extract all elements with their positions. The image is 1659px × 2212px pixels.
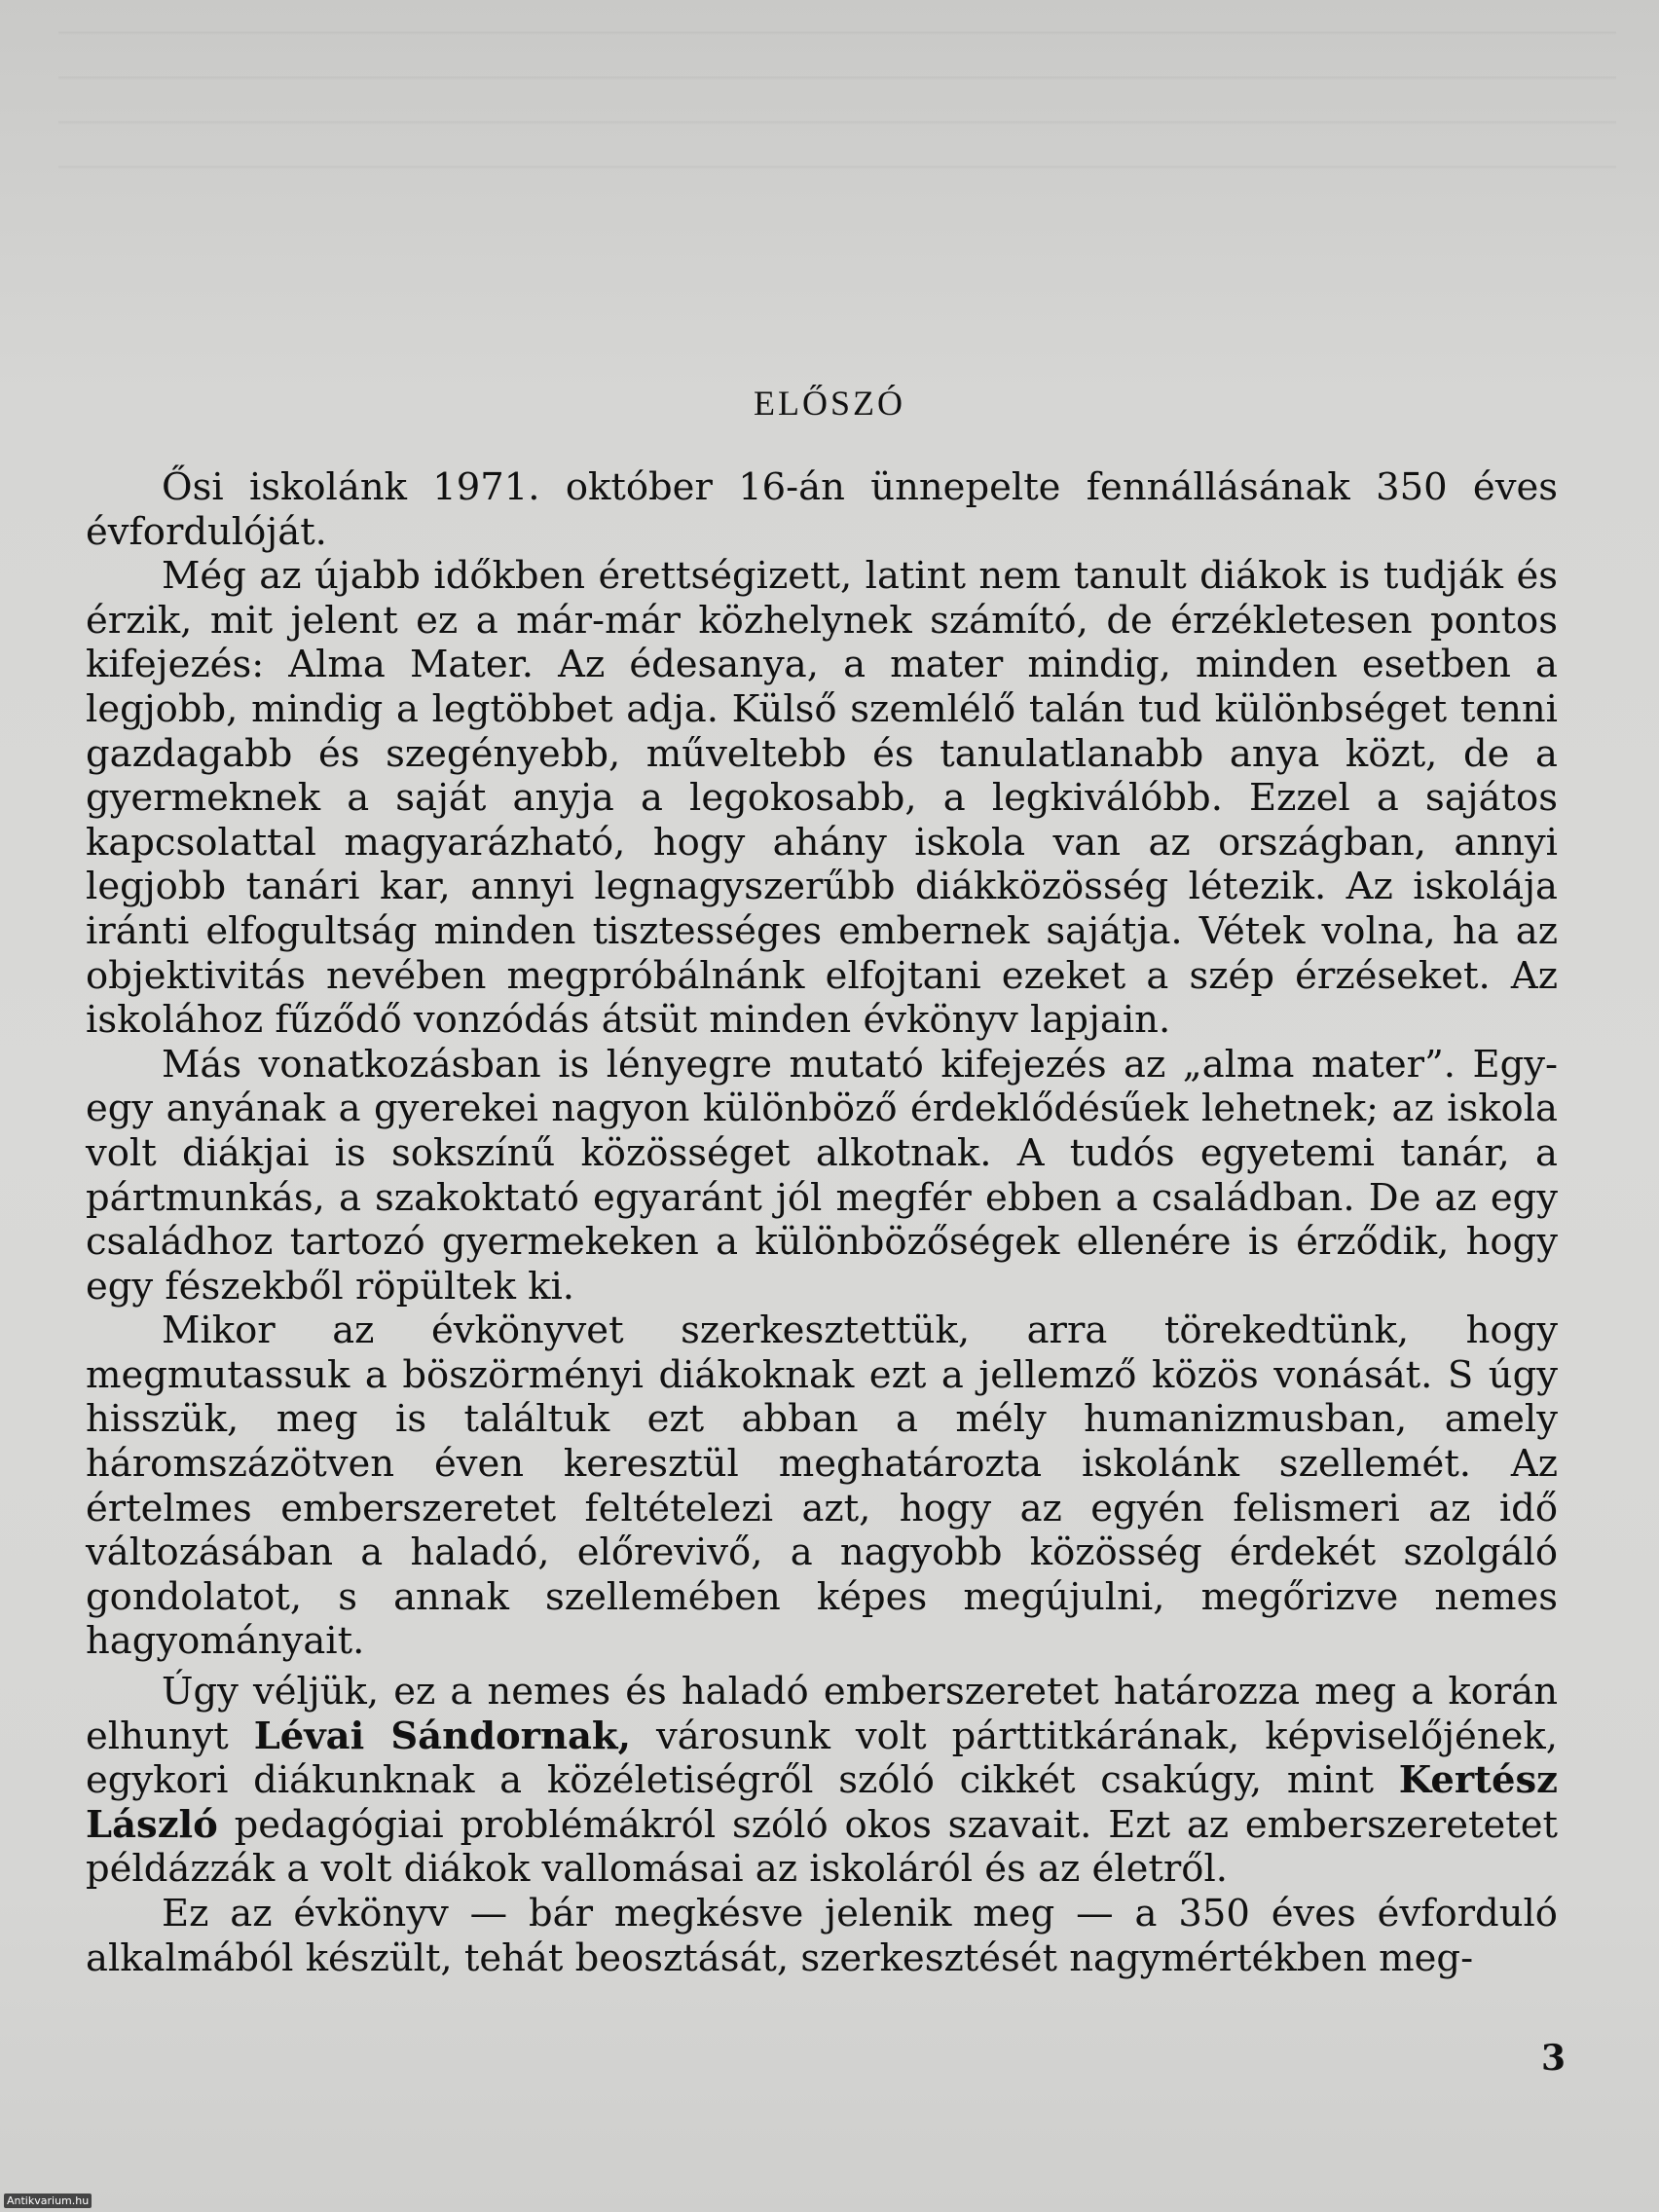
name-kertesz-laszlo: Kertész László	[86, 1758, 1558, 1847]
body-text	[86, 465, 1558, 1980]
watermark-logo: Antikvarium.hu	[4, 2194, 92, 2208]
paragraph-5	[86, 1670, 1558, 1892]
show-through-text	[58, 0, 1616, 195]
paragraph-2: Még az újabb időkben érettségizett, latint nem tanult diákok is tudják és érzik, mit jelent ez a már-már közhelynek számító, de érzékletesen pontos kifejezés: Alma Mater. Az édesanya, a mater mindig, minden esetben a legjobb, mindig a legtöbbet adja. Külső szemlélő talán tud különbséget tenni gazdagabb és szegényebb, műveltebb és tanulatlanabb anya közt, de a gyermeknek a saját anyja a legokosabb, a legkiválóbb. Ezzel a sajátos kapcsolattal magyarázható, hogy ahány iskola van az országban, annyi legjobb tanári kar, annyi legnagyszerűbb diákközösség létezik. Az iskolája iránti elfogultság minden tisztességes embernek sajátja. Vétek volna, ha az objektivitás nevében megpróbálnánk elfojtani ezeket a szép érzéseket. Az iskolához fűződő vonzódás átsüt minden évkönyv lapjain.	[86, 554, 1558, 1043]
paragraph-5-text-b: városunk volt párttitkárának, képviselőjének, egykori diákunknak a közéletiségről szóló cikkét csakúgy, mint	[86, 1714, 1558, 1803]
page-number: 3	[1540, 2038, 1566, 2079]
paragraph-5-text-c: pedagógiai problémákról szóló okos szavait. Ezt az emberszeretetet példázzák a volt diákok vallomásai az iskoláról és az életről.	[86, 1802, 1558, 1892]
paragraph-5-text-a: Úgy véljük, ez a nemes és haladó emberszeretet határozza meg a korán elhunyt	[86, 1670, 1558, 1758]
paragraph-1: Ősi iskolánk 1971. október 16-án ünnepelte fennállásának 350 éves évfordulóját.	[86, 465, 1558, 554]
paragraph-3: Más vonatkozásban is lényegre mutató kifejezés az „alma mater”. Egy-egy anyának a gyerekei nagyon különböző érdeklődésűek lehetnek; az iskola volt diákjai is sokszínű közösséget alkotnak. A tudós egyetemi tanár, a pártmunkás, a szakoktató egyaránt jól megfér ebben a családban. De az egy családhoz tartozó gyermekeken a különbözőségek ellenére is érződik, hogy egy fészekből röpültek ki.	[86, 1042, 1558, 1309]
page-title: ELŐSZÓ	[754, 384, 905, 423]
paragraph-6: Ez az évkönyv — bár megkésve jelenik meg — a 350 éves évforduló alkalmából készült, tehát beosztását, szerkesztését nagymértékben meg-	[86, 1892, 1558, 1980]
paragraph-4: Mikor az évkönyvet szerkesztettük, arra törekedtünk, hogy megmutassuk a böszörményi diákoknak ezt a jellemző közös vonását. S úgy hisszük, meg is találtuk ezt abban a mély humanizmusban, amely háromszázötven éven keresztül meghatározta iskolánk szellemét. Az értelmes emberszeretet feltételezi azt, hogy az egyén felismeri az idő változásában a haladó, előrevivő, a nagyobb közösség érdekét szolgáló gondolatot, s annak szellemében képes megújulni, megőrizve nemes hagyományait.	[86, 1309, 1558, 1664]
name-levai-sandor: Lévai Sándornak,	[253, 1714, 631, 1758]
